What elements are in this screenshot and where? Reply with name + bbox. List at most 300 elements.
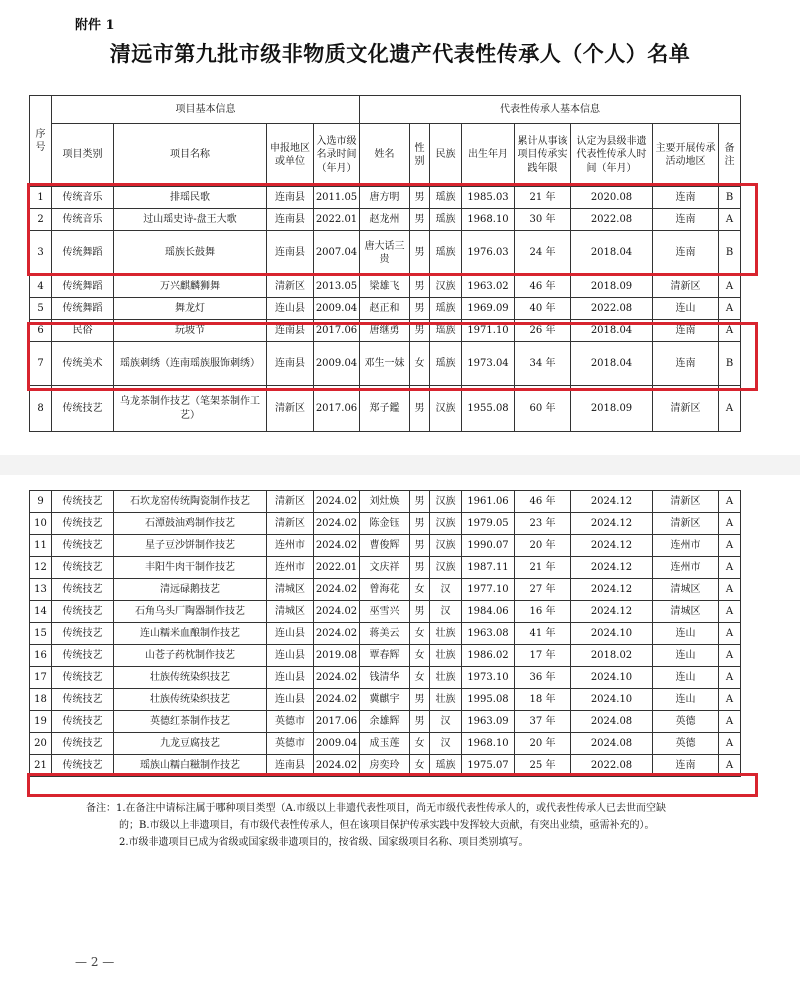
- cell-area: 连南: [653, 231, 719, 276]
- highlight-box-rows-6-7: [27, 322, 758, 391]
- cell-no: 15: [30, 623, 52, 645]
- cell-applicant: 连州市: [267, 535, 314, 557]
- cell-category: 传统技艺: [52, 491, 114, 513]
- cell-birth: 1971.10: [462, 320, 515, 342]
- cell-years: 24 年: [515, 231, 571, 276]
- attachment-label: 附件 1: [75, 18, 115, 33]
- cell-area: 英德: [653, 733, 719, 755]
- cell-listed: 2024.02: [314, 579, 360, 601]
- cell-birth: 1973.10: [462, 667, 515, 689]
- cell-remark: A: [719, 623, 741, 645]
- cell-person: 陈金钰: [360, 513, 410, 535]
- cell-gender: 男: [410, 386, 430, 432]
- cell-applicant: 连山县: [267, 689, 314, 711]
- cell-remark: A: [719, 513, 741, 535]
- cell-remark: A: [719, 298, 741, 320]
- cell-listed: 2009.04: [314, 298, 360, 320]
- cell-ethnic: 瑶族: [430, 298, 462, 320]
- cell-recognized: 2018.04: [571, 342, 653, 386]
- cell-area: 清城区: [653, 601, 719, 623]
- cell-applicant: 清新区: [267, 276, 314, 298]
- cell-listed: 2017.06: [314, 320, 360, 342]
- header-remark: 备注: [719, 124, 741, 187]
- cell-remark: A: [719, 711, 741, 733]
- cell-no: 20: [30, 733, 52, 755]
- cell-no: 2: [30, 209, 52, 231]
- cell-area: 连南: [653, 187, 719, 209]
- cell-person: 成玉莲: [360, 733, 410, 755]
- cell-remark: B: [719, 231, 741, 276]
- cell-no: 14: [30, 601, 52, 623]
- cell-area: 连南: [653, 755, 719, 777]
- cell-person: 巫雪兴: [360, 601, 410, 623]
- cell-category: 传统技艺: [52, 513, 114, 535]
- cell-years: 46 年: [515, 276, 571, 298]
- cell-category: 传统技艺: [52, 667, 114, 689]
- cell-recognized: 2024.12: [571, 557, 653, 579]
- header-project-info: 项目基本信息: [52, 96, 360, 124]
- cell-name: 瑶族山糯白糍制作技艺: [114, 755, 267, 777]
- cell-ethnic: 壮族: [430, 645, 462, 667]
- header-years: 累计从事该项目传承实践年限: [515, 124, 571, 187]
- cell-years: 60 年: [515, 386, 571, 432]
- page-gap: [0, 455, 800, 475]
- notes-section: [86, 800, 766, 851]
- cell-years: 18 年: [515, 689, 571, 711]
- cell-area: 清新区: [653, 386, 719, 432]
- cell-recognized: 2024.12: [571, 535, 653, 557]
- cell-birth: 1987.11: [462, 557, 515, 579]
- cell-area: 清新区: [653, 491, 719, 513]
- cell-person: 钱清华: [360, 667, 410, 689]
- cell-birth: 1968.10: [462, 209, 515, 231]
- cell-ethnic: 汉族: [430, 513, 462, 535]
- cell-ethnic: 汉族: [430, 491, 462, 513]
- cell-recognized: 2020.08: [571, 187, 653, 209]
- cell-remark: A: [719, 557, 741, 579]
- table-row: [30, 601, 741, 623]
- cell-name: 丰阳牛肉干制作技艺: [114, 557, 267, 579]
- cell-gender: 男: [410, 231, 430, 276]
- cell-years: 26 年: [515, 320, 571, 342]
- cell-remark: A: [719, 645, 741, 667]
- cell-ethnic: 瑶族: [430, 342, 462, 386]
- cell-no: 11: [30, 535, 52, 557]
- cell-name: 英德红茶制作技艺: [114, 711, 267, 733]
- cell-area: 连州市: [653, 535, 719, 557]
- cell-applicant: 清城区: [267, 579, 314, 601]
- cell-recognized: 2018.02: [571, 645, 653, 667]
- cell-gender: 女: [410, 733, 430, 755]
- cell-years: 20 年: [515, 733, 571, 755]
- cell-years: 21 年: [515, 557, 571, 579]
- cell-listed: 2007.04: [314, 231, 360, 276]
- cell-person: 赵龙州: [360, 209, 410, 231]
- cell-birth: 1995.08: [462, 689, 515, 711]
- cell-listed: 2017.06: [314, 711, 360, 733]
- document-title: 清远市第九批市级非物质文化遗产代表性传承人（个人）名单: [109, 41, 691, 66]
- cell-listed: 2024.02: [314, 601, 360, 623]
- cell-listed: 2024.02: [314, 535, 360, 557]
- cell-remark: A: [719, 209, 741, 231]
- header-birth: 出生年月: [462, 124, 515, 187]
- cell-birth: 1963.08: [462, 623, 515, 645]
- cell-applicant: 连山县: [267, 667, 314, 689]
- cell-gender: 女: [410, 645, 430, 667]
- cell-years: 46 年: [515, 491, 571, 513]
- cell-category: 传统舞蹈: [52, 298, 114, 320]
- cell-person: 曾海花: [360, 579, 410, 601]
- cell-no: 8: [30, 386, 52, 432]
- cell-area: 连山: [653, 623, 719, 645]
- cell-recognized: 2024.12: [571, 601, 653, 623]
- cell-years: 16 年: [515, 601, 571, 623]
- cell-gender: 女: [410, 579, 430, 601]
- cell-name: 瑶族长鼓舞: [114, 231, 267, 276]
- cell-person: 赵正和: [360, 298, 410, 320]
- cell-recognized: 2018.09: [571, 386, 653, 432]
- cell-birth: 1979.05: [462, 513, 515, 535]
- cell-listed: 2022.01: [314, 209, 360, 231]
- cell-ethnic: 壮族: [430, 667, 462, 689]
- cell-category: 传统技艺: [52, 689, 114, 711]
- cell-applicant: 连南县: [267, 209, 314, 231]
- cell-remark: A: [719, 386, 741, 432]
- cell-years: 36 年: [515, 667, 571, 689]
- cell-person: 郑子鑑: [360, 386, 410, 432]
- cell-ethnic: 汉: [430, 711, 462, 733]
- cell-recognized: 2024.08: [571, 733, 653, 755]
- cell-person: 唐继勇: [360, 320, 410, 342]
- cell-listed: 2013.05: [314, 276, 360, 298]
- cell-category: 传统技艺: [52, 579, 114, 601]
- cell-years: 17 年: [515, 645, 571, 667]
- cell-ethnic: 汉: [430, 733, 462, 755]
- cell-name: 石潭鼓油鸡制作技艺: [114, 513, 267, 535]
- header-ethnicity: 民族: [430, 124, 462, 187]
- cell-gender: 女: [410, 342, 430, 386]
- cell-years: 30 年: [515, 209, 571, 231]
- document-page-2: [0, 475, 800, 983]
- cell-gender: 男: [410, 276, 430, 298]
- cell-category: 传统技艺: [52, 733, 114, 755]
- cell-ethnic: 汉族: [430, 276, 462, 298]
- cell-area: 连山: [653, 689, 719, 711]
- cell-name: 清远碌鹅技艺: [114, 579, 267, 601]
- cell-listed: 2009.04: [314, 733, 360, 755]
- table-row: [30, 386, 741, 432]
- cell-name: 乌龙茶制作技艺（笔架茶制作工艺）: [114, 386, 267, 432]
- table-row: [30, 276, 741, 298]
- cell-applicant: 英德市: [267, 711, 314, 733]
- cell-name: 九龙豆腐技艺: [114, 733, 267, 755]
- cell-area: 清新区: [653, 276, 719, 298]
- cell-applicant: 连山县: [267, 623, 314, 645]
- cell-remark: A: [719, 733, 741, 755]
- table-row: [30, 491, 741, 513]
- cell-applicant: 连州市: [267, 557, 314, 579]
- cell-name: 山苍子药枕制作技艺: [114, 645, 267, 667]
- cell-recognized: 2022.08: [571, 298, 653, 320]
- cell-applicant: 连南县: [267, 342, 314, 386]
- cell-area: 连山: [653, 667, 719, 689]
- table-row: [30, 298, 741, 320]
- header-recognized: 认定为县级非遗代表性传承人时间（年月）: [571, 124, 653, 187]
- note-line-1: 备注：1.在备注中请标注属于哪种项目类型（A.市级以上非遗代表性项目，尚无市级代表性传承人的，或代表性传承人已去世而空缺: [86, 803, 666, 814]
- cell-birth: 1976.03: [462, 231, 515, 276]
- cell-name: 瑶族刺绣（连南瑶族服饰刺绣）: [114, 342, 267, 386]
- cell-listed: 2024.02: [314, 491, 360, 513]
- cell-category: 传统舞蹈: [52, 231, 114, 276]
- cell-years: 20 年: [515, 535, 571, 557]
- cell-category: 传统技艺: [52, 755, 114, 777]
- cell-years: 37 年: [515, 711, 571, 733]
- cell-no: 10: [30, 513, 52, 535]
- header-project-name: 项目名称: [114, 124, 267, 187]
- cell-remark: A: [719, 320, 741, 342]
- document-page-1: [0, 0, 800, 455]
- cell-area: 连州市: [653, 557, 719, 579]
- cell-ethnic: 壮族: [430, 689, 462, 711]
- cell-no: 12: [30, 557, 52, 579]
- cell-years: 23 年: [515, 513, 571, 535]
- table-row: [30, 645, 741, 667]
- cell-category: 民俗: [52, 320, 114, 342]
- cell-category: 传统技艺: [52, 601, 114, 623]
- cell-no: 3: [30, 231, 52, 276]
- cell-ethnic: 汉族: [430, 535, 462, 557]
- table-row: [30, 579, 741, 601]
- cell-birth: 1961.06: [462, 491, 515, 513]
- cell-gender: 男: [410, 209, 430, 231]
- header-name: 姓名: [360, 124, 410, 187]
- cell-gender: 男: [410, 187, 430, 209]
- cell-ethnic: 瑶族: [430, 209, 462, 231]
- header-no: 序号: [30, 96, 52, 187]
- table-row: [30, 557, 741, 579]
- cell-person: 唐大话三贵: [360, 231, 410, 276]
- cell-person: 刘灶焕: [360, 491, 410, 513]
- cell-birth: 1963.09: [462, 711, 515, 733]
- cell-person: 冀麒宇: [360, 689, 410, 711]
- note-line-3: 2.市级非遗项目已成为省级或国家级非遗项目的，按省级、国家级项目名称、项目类别填写。: [119, 837, 529, 848]
- cell-applicant: 英德市: [267, 733, 314, 755]
- cell-listed: 2017.06: [314, 386, 360, 432]
- cell-recognized: 2024.12: [571, 491, 653, 513]
- header-applicant: 申报地区或单位: [267, 124, 314, 187]
- cell-gender: 男: [410, 557, 430, 579]
- cell-name: 过山瑶史诗-盘王大歌: [114, 209, 267, 231]
- cell-no: 18: [30, 689, 52, 711]
- cell-name: 星子豆沙饼制作技艺: [114, 535, 267, 557]
- cell-ethnic: 壮族: [430, 623, 462, 645]
- cell-name: 万兴麒麟狮舞: [114, 276, 267, 298]
- cell-category: 传统舞蹈: [52, 276, 114, 298]
- cell-birth: 1975.07: [462, 755, 515, 777]
- cell-ethnic: 汉: [430, 579, 462, 601]
- cell-recognized: 2022.08: [571, 209, 653, 231]
- cell-category: 传统技艺: [52, 711, 114, 733]
- note-line-2: 的；B.市级以上非遗项目，有市级代表性传承人，但在该项目保护传承实践中发挥较大贡献，有突出业绩，亟需补充的）。: [119, 820, 655, 831]
- header-gender: 性别: [410, 124, 430, 187]
- cell-name: 壮族传统染织技艺: [114, 667, 267, 689]
- cell-name: 舞龙灯: [114, 298, 267, 320]
- cell-years: 27 年: [515, 579, 571, 601]
- cell-remark: A: [719, 491, 741, 513]
- page-number: — 2 —: [75, 955, 115, 969]
- cell-ethnic: 瑶族: [430, 755, 462, 777]
- cell-birth: 1968.10: [462, 733, 515, 755]
- cell-applicant: 连南县: [267, 320, 314, 342]
- cell-years: 40 年: [515, 298, 571, 320]
- table-row: [30, 623, 741, 645]
- cell-remark: B: [719, 342, 741, 386]
- cell-remark: A: [719, 689, 741, 711]
- cell-no: 19: [30, 711, 52, 733]
- cell-listed: 2024.02: [314, 513, 360, 535]
- cell-applicant: 清新区: [267, 491, 314, 513]
- cell-person: 余雄辉: [360, 711, 410, 733]
- cell-remark: A: [719, 535, 741, 557]
- cell-category: 传统技艺: [52, 645, 114, 667]
- cell-birth: 1969.09: [462, 298, 515, 320]
- cell-remark: A: [719, 601, 741, 623]
- table-row: [30, 733, 741, 755]
- cell-ethnic: 瑶族: [430, 320, 462, 342]
- table-row: [30, 711, 741, 733]
- cell-recognized: 2024.10: [571, 667, 653, 689]
- table-row: [30, 667, 741, 689]
- cell-gender: 女: [410, 623, 430, 645]
- cell-name: 石角乌头厂陶器制作技艺: [114, 601, 267, 623]
- cell-no: 5: [30, 298, 52, 320]
- cell-no: 16: [30, 645, 52, 667]
- cell-listed: 2022.01: [314, 557, 360, 579]
- cell-category: 传统技艺: [52, 386, 114, 432]
- cell-remark: A: [719, 667, 741, 689]
- inheritor-table-page-2: [29, 490, 741, 777]
- cell-recognized: 2024.12: [571, 513, 653, 535]
- cell-ethnic: 瑶族: [430, 231, 462, 276]
- cell-name: 壮族传统染织技艺: [114, 689, 267, 711]
- cell-listed: 2024.02: [314, 755, 360, 777]
- cell-name: 玩坡节: [114, 320, 267, 342]
- cell-birth: 1990.07: [462, 535, 515, 557]
- cell-no: 6: [30, 320, 52, 342]
- header-area: 主要开展传承活动地区: [653, 124, 719, 187]
- cell-applicant: 连山县: [267, 645, 314, 667]
- table-row: [30, 513, 741, 535]
- cell-person: 蒋美云: [360, 623, 410, 645]
- cell-area: 连南: [653, 342, 719, 386]
- cell-years: 34 年: [515, 342, 571, 386]
- cell-birth: 1984.06: [462, 601, 515, 623]
- cell-no: 13: [30, 579, 52, 601]
- cell-area: 连山: [653, 298, 719, 320]
- cell-applicant: 清新区: [267, 386, 314, 432]
- cell-applicant: 清新区: [267, 513, 314, 535]
- cell-person: 曹俊辉: [360, 535, 410, 557]
- cell-name: 排瑶民歌: [114, 187, 267, 209]
- cell-years: 21 年: [515, 187, 571, 209]
- cell-years: 25 年: [515, 755, 571, 777]
- cell-listed: 2011.05: [314, 187, 360, 209]
- cell-recognized: 2018.04: [571, 320, 653, 342]
- cell-category: 传统技艺: [52, 623, 114, 645]
- cell-recognized: 2024.10: [571, 689, 653, 711]
- cell-remark: A: [719, 276, 741, 298]
- cell-birth: 1985.03: [462, 187, 515, 209]
- cell-applicant: 连南县: [267, 231, 314, 276]
- cell-years: 41 年: [515, 623, 571, 645]
- header-category: 项目类别: [52, 124, 114, 187]
- cell-category: 传统技艺: [52, 535, 114, 557]
- cell-gender: 男: [410, 320, 430, 342]
- cell-category: 传统音乐: [52, 187, 114, 209]
- cell-category: 传统美术: [52, 342, 114, 386]
- cell-no: 9: [30, 491, 52, 513]
- header-listed-time: 入选市级名录时间（年月）: [314, 124, 360, 187]
- cell-person: 梁雄飞: [360, 276, 410, 298]
- cell-remark: B: [719, 187, 741, 209]
- cell-gender: 女: [410, 755, 430, 777]
- table-row: [30, 689, 741, 711]
- cell-recognized: 2018.04: [571, 231, 653, 276]
- cell-birth: 1963.02: [462, 276, 515, 298]
- cell-listed: 2009.04: [314, 342, 360, 386]
- cell-area: 连南: [653, 320, 719, 342]
- table-row: [30, 535, 741, 557]
- cell-area: 英德: [653, 711, 719, 733]
- cell-gender: 男: [410, 513, 430, 535]
- cell-applicant: 连南县: [267, 755, 314, 777]
- cell-no: 7: [30, 342, 52, 386]
- cell-person: 唐方明: [360, 187, 410, 209]
- cell-person: 文庆祥: [360, 557, 410, 579]
- cell-gender: 男: [410, 689, 430, 711]
- cell-no: 4: [30, 276, 52, 298]
- cell-applicant: 连南县: [267, 187, 314, 209]
- cell-birth: 1977.10: [462, 579, 515, 601]
- cell-remark: A: [719, 755, 741, 777]
- cell-birth: 1973.04: [462, 342, 515, 386]
- cell-ethnic: 瑶族: [430, 187, 462, 209]
- cell-name: 连山糯米血酿制作技艺: [114, 623, 267, 645]
- cell-area: 清新区: [653, 513, 719, 535]
- cell-category: 传统技艺: [52, 557, 114, 579]
- cell-ethnic: 汉: [430, 601, 462, 623]
- cell-birth: 1986.02: [462, 645, 515, 667]
- cell-gender: 男: [410, 535, 430, 557]
- cell-no: 1: [30, 187, 52, 209]
- cell-listed: 2019.08: [314, 645, 360, 667]
- cell-listed: 2024.02: [314, 689, 360, 711]
- cell-area: 连南: [653, 209, 719, 231]
- cell-listed: 2024.02: [314, 667, 360, 689]
- cell-gender: 男: [410, 601, 430, 623]
- cell-gender: 男: [410, 298, 430, 320]
- cell-gender: 男: [410, 491, 430, 513]
- cell-area: 清城区: [653, 579, 719, 601]
- cell-person: 邓生一妹: [360, 342, 410, 386]
- cell-birth: 1955.08: [462, 386, 515, 432]
- cell-recognized: 2024.10: [571, 623, 653, 645]
- cell-no: 17: [30, 667, 52, 689]
- cell-ethnic: 汉族: [430, 557, 462, 579]
- cell-recognized: 2024.08: [571, 711, 653, 733]
- cell-recognized: 2022.08: [571, 755, 653, 777]
- cell-category: 传统音乐: [52, 209, 114, 231]
